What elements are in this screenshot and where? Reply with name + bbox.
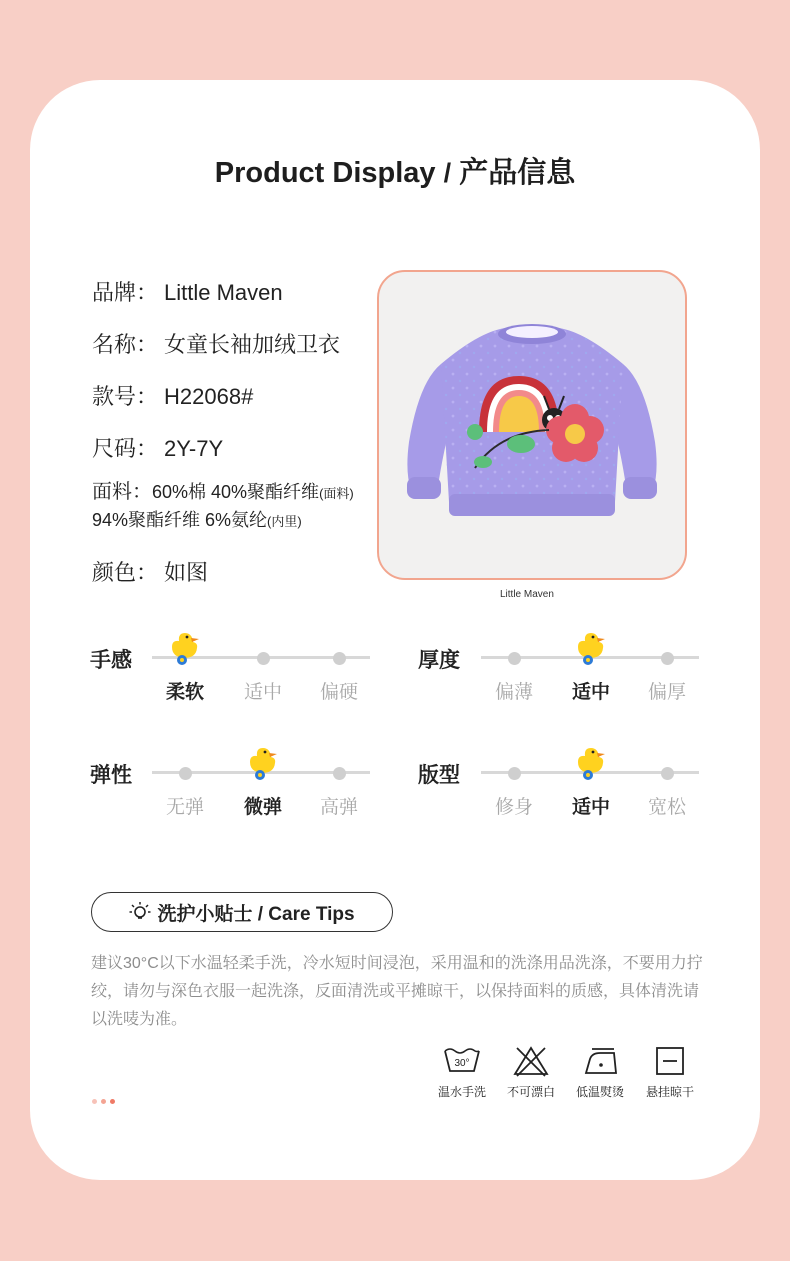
sweater-illustration: [379, 272, 685, 578]
duck-marker-icon: [168, 627, 202, 667]
spec-color-value: 如图: [164, 560, 209, 585]
wash-temp-text: 30°: [454, 1058, 470, 1069]
rating-dot: [179, 767, 192, 780]
spec-fabric-line1-note: (面料): [319, 486, 354, 501]
care-tips-pill: [91, 892, 393, 932]
wash-label: 低温熨烫: [575, 1085, 624, 1099]
rating-dot: [333, 652, 346, 665]
rating-option: 修身: [494, 797, 533, 818]
spec-size-value: 2Y-7Y: [164, 436, 224, 461]
page-title: [0, 150, 790, 191]
hang-dry-icon: [650, 1045, 690, 1077]
rating-dot: [508, 652, 521, 665]
rating-label: 手感: [90, 649, 132, 672]
spec-color: [92, 556, 208, 587]
spec-style-label: 款号：: [92, 384, 159, 409]
rating-option: 偏硬: [319, 682, 358, 703]
duck-marker-icon: [574, 627, 608, 667]
rating-option: 微弹: [243, 797, 282, 818]
rating-dot: [333, 767, 346, 780]
rating-option: 高弹: [319, 797, 358, 818]
rating-dot: [661, 767, 674, 780]
spec-color-label: 颜色：: [92, 560, 159, 585]
rating-option: 适中: [571, 797, 610, 818]
rating-option: 适中: [243, 682, 282, 703]
title-cn: 产品信息: [459, 157, 576, 189]
wash-symbol-hand-wash: [427, 1045, 497, 1100]
pager-dot: [110, 1099, 115, 1104]
care-tips-text: 建议30°C以下水温轻柔手洗，冷水短时间浸泡，采用温和的洗涤用品洗涤，不要用力拧绞，请勿与深色衣服一起洗涤，反面清洗或平摊晾干，以保持面料的质感，具体清洗请以洗唛为准。: [91, 955, 703, 1028]
wash-symbol-low-iron: [565, 1045, 635, 1100]
wash-label: 不可漂白: [506, 1085, 555, 1099]
spec-fabric-line1: 60%棉 40%聚酯纤维: [152, 482, 320, 502]
rating-dot: [257, 652, 270, 665]
spec-style-no: [92, 380, 253, 411]
rating-option: 柔软: [165, 682, 204, 703]
wash-label: 温水手洗: [437, 1085, 486, 1099]
spec-brand-value: Little Maven: [164, 280, 283, 305]
spec-style-value: H22068#: [164, 384, 254, 409]
spec-size: [92, 432, 223, 463]
hand-wash-30-icon: [442, 1045, 482, 1077]
rating-option: 无弹: [165, 797, 204, 818]
duck-marker-icon: [246, 742, 280, 782]
care-tips-label: 洗护小贴士 / Care Tips: [157, 903, 355, 925]
wash-symbol-no-bleach: [496, 1045, 566, 1100]
duck-marker-icon: [574, 742, 608, 782]
rating-option: 宽松: [647, 797, 686, 818]
wash-label: 悬挂晾干: [645, 1085, 694, 1099]
rating-dot: [508, 767, 521, 780]
spec-fabric: [92, 479, 354, 535]
pager-dot: [92, 1099, 97, 1104]
spec-size-label: 尺码：: [92, 436, 159, 461]
wash-symbol-hang-dry: [635, 1045, 705, 1100]
spec-name-label: 名称：: [92, 332, 159, 357]
rating-label: 厚度: [418, 649, 460, 672]
lightbulb-icon: [129, 901, 151, 923]
title-en: Product Display: [214, 157, 436, 189]
spec-brand-label: 品牌：: [92, 280, 159, 305]
spec-fabric-line2: 94%聚酯纤维 6%氨纶: [92, 510, 268, 530]
photo-caption: Little Maven: [500, 589, 554, 600]
spec-fabric-line2-note: (内里): [267, 514, 302, 529]
rating-option: 偏厚: [647, 682, 686, 703]
pager-dot: [101, 1099, 106, 1104]
rating-label: 版型: [418, 764, 460, 787]
rating-label: 弹性: [90, 764, 132, 787]
rating-dot: [661, 652, 674, 665]
spec-fabric-label: 面料：: [92, 481, 152, 503]
spec-name-value: 女童长袖加绒卫衣: [164, 332, 341, 357]
rating-option: 适中: [571, 682, 610, 703]
pager-dots: [92, 1091, 119, 1109]
low-iron-icon: [580, 1045, 620, 1077]
rating-option: 偏薄: [494, 682, 533, 703]
title-separator: /: [443, 158, 452, 188]
spec-brand: [92, 276, 283, 307]
spec-name: [92, 328, 340, 359]
no-bleach-icon: [511, 1045, 551, 1077]
product-photo: [377, 270, 687, 580]
